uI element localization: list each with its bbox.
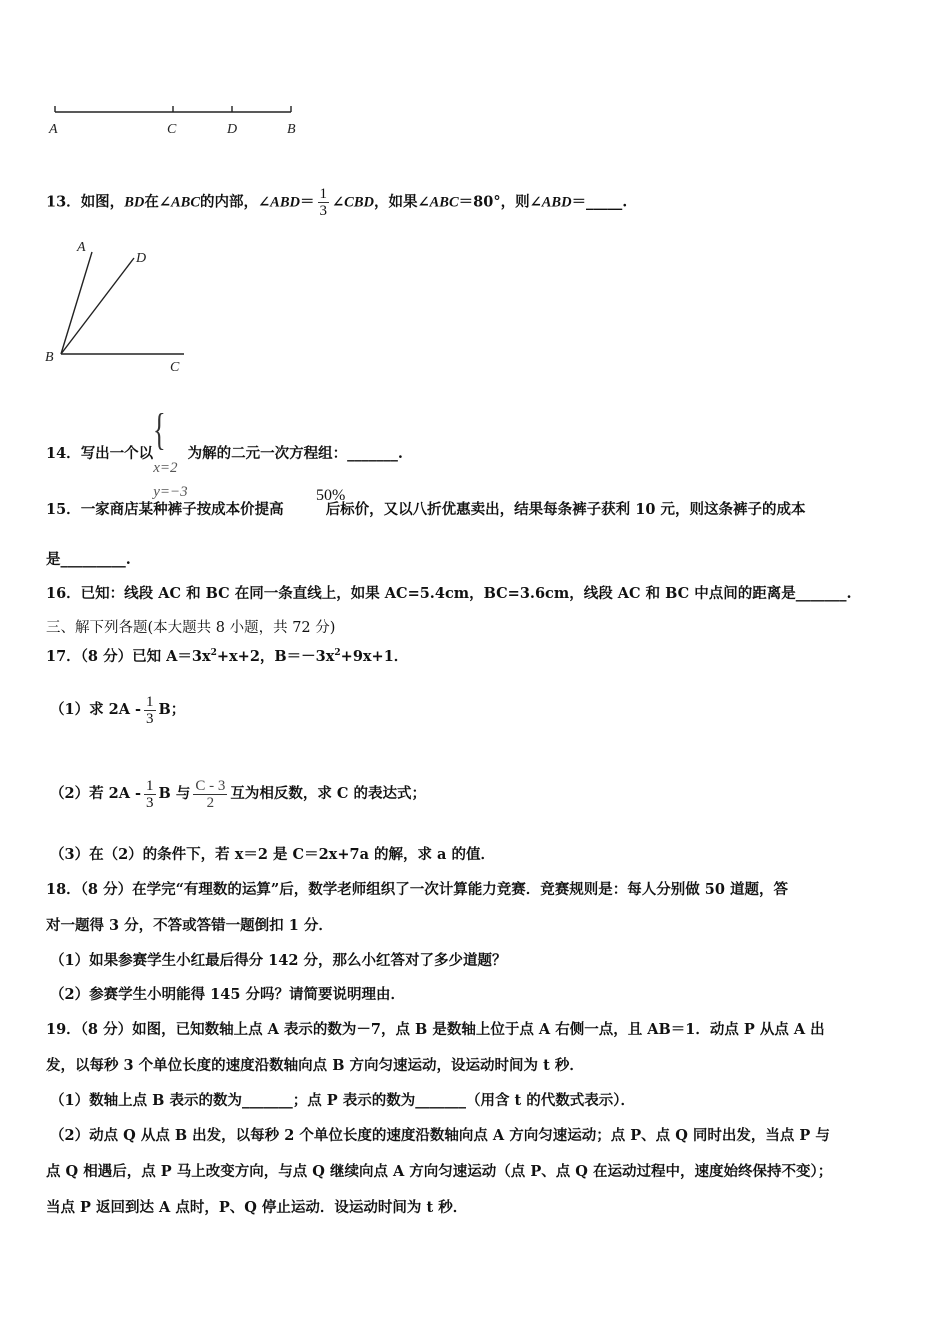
question-15-line2: 是_________. (46, 551, 131, 568)
section-3-heading: 三、解下列各题(本大题共 8 小题，共 72 分) (46, 620, 336, 636)
q13-text-a: 如图， (80, 193, 125, 211)
q17-p1-num: 1 (146, 693, 154, 710)
q13-text-c: 的内部，∠ (200, 193, 271, 211)
q13-frac-num: 1 (319, 186, 327, 202)
angle-label-a: A (77, 240, 86, 255)
q13-abd: ABD (270, 194, 300, 211)
q13-text-f: ，如果∠ (373, 193, 430, 211)
q13-cbd: CBD (344, 194, 374, 211)
q17-part-1 (50, 682, 185, 738)
q17-p2-c: 互为相反数，求 C 的表达式； (230, 785, 426, 802)
angle-figure (44, 240, 194, 380)
q17-p2-b: B 与 (158, 785, 191, 802)
q15-number: 15． (46, 501, 81, 518)
segment-label-c: C (167, 122, 177, 137)
q13-bd: BD (124, 194, 145, 211)
q14-eq2: y=−3 (153, 484, 188, 500)
q17-p2-den: 3 (146, 794, 154, 811)
q13-text-b: 在∠ (144, 193, 171, 211)
ray-ba (61, 252, 92, 354)
q13-text-g: ＝80°，则∠ (458, 193, 542, 211)
segment-label-d: D (227, 122, 238, 137)
q17-sup2: 2 (334, 648, 341, 658)
question-15 (46, 500, 805, 520)
q18-part-2: （2）参赛学生小明能得 145 分吗？请简要说明理由． (50, 986, 405, 1003)
question-17 (46, 643, 408, 667)
q13-text-d: ＝ (300, 193, 315, 211)
q15-percent: 50% (316, 487, 346, 504)
segment-label-a: A (49, 122, 58, 137)
q13-abc: ABC (171, 194, 201, 211)
q17-p2-num2: C - 3 (195, 777, 226, 794)
q19-part-2-line3: 当点 P 返回到达 A 点时，P、Q 停止运动．设运动时间为 t 秒． (46, 1199, 468, 1216)
angle-label-b: B (45, 350, 54, 365)
q15-text-b: 后标价，又以八折优惠卖出，结果每条裤子获利 10 元，则这条裤子的成本 (325, 501, 806, 518)
q14-eq1: x=2 (153, 460, 178, 476)
q13-frac-den: 3 (319, 203, 327, 219)
q17-intro-b: +x+2，B＝－3x (216, 647, 335, 665)
question-19-line1: 19．（8 分）如图，已知数轴上点 A 表示的数为－7，点 B 是数轴上位于点 A 右侧一点，且 AB＝1．动点 P 从点 A 出 (46, 1021, 825, 1038)
q13-abd2: ABD (541, 194, 572, 211)
q17-p2-fraction-2 (193, 778, 227, 811)
angle-label-d: D (136, 251, 147, 266)
q17-p1-b: B； (158, 701, 186, 718)
question-19-line2: 发，以每秒 3 个单位长度的速度沿数轴向点 B 方向匀速运动，设运动时间为 t 秒． (46, 1057, 584, 1074)
q13-number: 13． (46, 193, 81, 211)
q13-abc2: ABC (429, 194, 459, 211)
q13-text-h: ＝_____. (571, 193, 628, 211)
q19-part-2-line2: 点 Q 相遇后，点 P 马上改变方向，与点 Q 继续向点 A 方向匀速运动（点 P、点 Q 在运动过程中，速度始终保持不变）； (46, 1163, 833, 1180)
q13-text-e: ∠ (332, 193, 345, 211)
question-16: 16．已知：线段 AC 和 BC 在同一条直线上，如果 AC=5.4cm，BC=3.6cm，线段 AC 和 BC 中点间的距离是_______. (46, 585, 852, 602)
q13-fraction (318, 186, 330, 219)
q15-text-a: 一家商店某种裤子按成本价提高 (80, 501, 284, 518)
q14-text-a: 写出一个以 (80, 445, 154, 462)
left-brace-icon: { (153, 405, 166, 454)
q17-p1-fraction (144, 694, 156, 727)
q17-intro-a: 17．（8 分）已知 A＝3x (46, 647, 211, 665)
q17-intro-c: +9x+1． (340, 647, 409, 665)
angle-label-c: C (170, 360, 180, 375)
q18-part-1: （1）如果参赛学生小红最后得分 142 分，那么小红答对了多少道题？ (50, 952, 507, 969)
q17-p2-num: 1 (146, 777, 154, 794)
question-18-line2: 对一题得 3 分，不答或答错一题倒扣 1 分． (46, 917, 333, 934)
segment-label-b: B (287, 122, 296, 137)
ray-bd (61, 258, 134, 354)
q17-part-3: （3）在（2）的条件下，若 x＝2 是 C＝2x+7a 的解，求 a 的值． (50, 846, 496, 863)
question-18-line1: 18．（8 分）在学完“有理数的运算”后，数学老师组织了一次计算能力竞赛．竞赛规则是：每人分别做 50 道题，答 (46, 881, 789, 898)
q19-part-1: （1）数轴上点 B 表示的数为_______；点 P 表示的数为_______（用含 t 的代数式表示）． (50, 1092, 635, 1109)
q19-part-2-line1: （2）动点 Q 从点 B 出发，以每秒 2 个单位长度的速度沿数轴向点 A 方向匀速运动；点 P、点 Q 同时出发，当点 P 与 (50, 1127, 830, 1144)
q14-text-b: 为解的二元一次方程组：_______. (187, 445, 403, 462)
q14-equation-system (153, 404, 187, 504)
question-14 (46, 404, 403, 504)
q17-p2-den2: 2 (193, 794, 227, 811)
q14-number: 14． (46, 445, 81, 462)
q17-p2-a: （2）若 2A - (50, 785, 142, 802)
q17-sup1: 2 (210, 648, 217, 658)
q17-p1-den: 3 (146, 710, 154, 727)
question-13 (46, 186, 627, 219)
q17-p1-a: （1）求 2A - (50, 701, 142, 718)
q17-p2-fraction (144, 778, 156, 811)
q17-part-2 (50, 766, 426, 822)
